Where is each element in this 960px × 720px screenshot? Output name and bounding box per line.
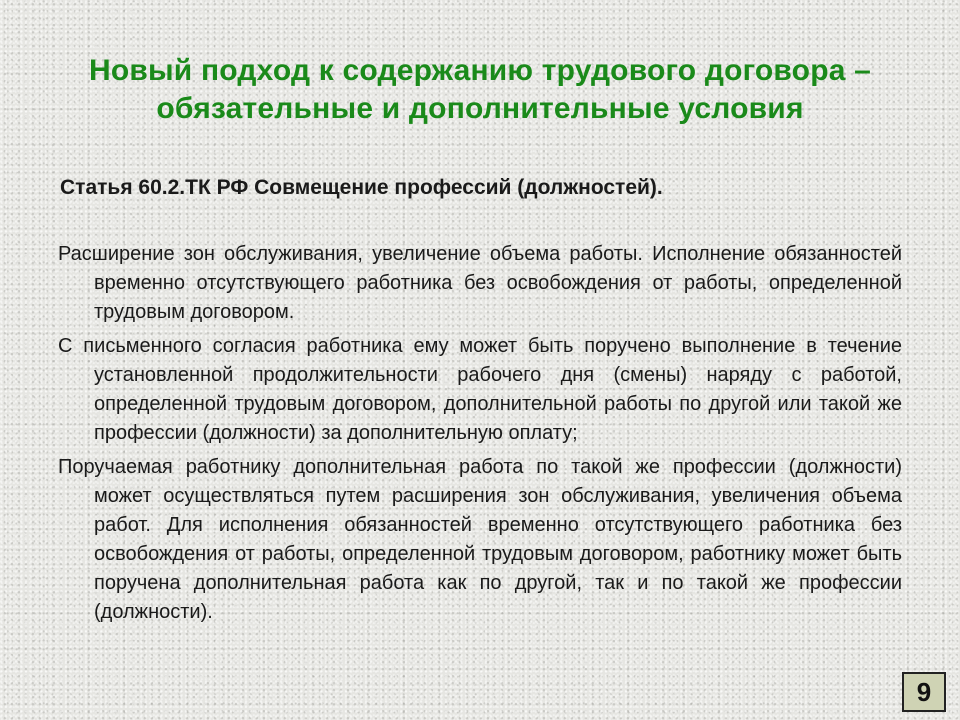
page-number-badge: 9 (902, 672, 946, 712)
slide-title-line-1: Новый подход к содержанию трудового договора – (88, 54, 872, 87)
paragraph: Поручаемая работнику дополнительная работа по такой же профессии (должности) может осуществляться путем расширения зон обслуживания, увеличения объема работ. Для исполнения обязанностей временно отсутствующего работника без освобождения от работы, определенной трудовым договором, работнику может быть поручена дополнительная работа как по другой, так и по такой же профессии (должности). (58, 456, 902, 623)
paragraph: Расширение зон обслуживания, увеличение объема работы. Исполнение обязанностей временно отсутствующего работника без освобождения от работы, определенной трудовым договором. (58, 243, 902, 323)
slide-title-line-2: обязательные и дополнительные условия (156, 92, 804, 125)
slide-title (40, 52, 920, 128)
article-heading: Статья 60.2.ТК РФ Совмещение профессий (должностей). (60, 176, 663, 199)
slide-body (58, 240, 902, 632)
paragraph: С письменного согласия работника ему может быть поручено выполнение в течение установленной продолжительности рабочего дня (смены) наряду с работой, определенной трудовым договором, дополнительной работы по другой или такой же профессии (должности) за дополнительную оплату; (58, 335, 902, 444)
